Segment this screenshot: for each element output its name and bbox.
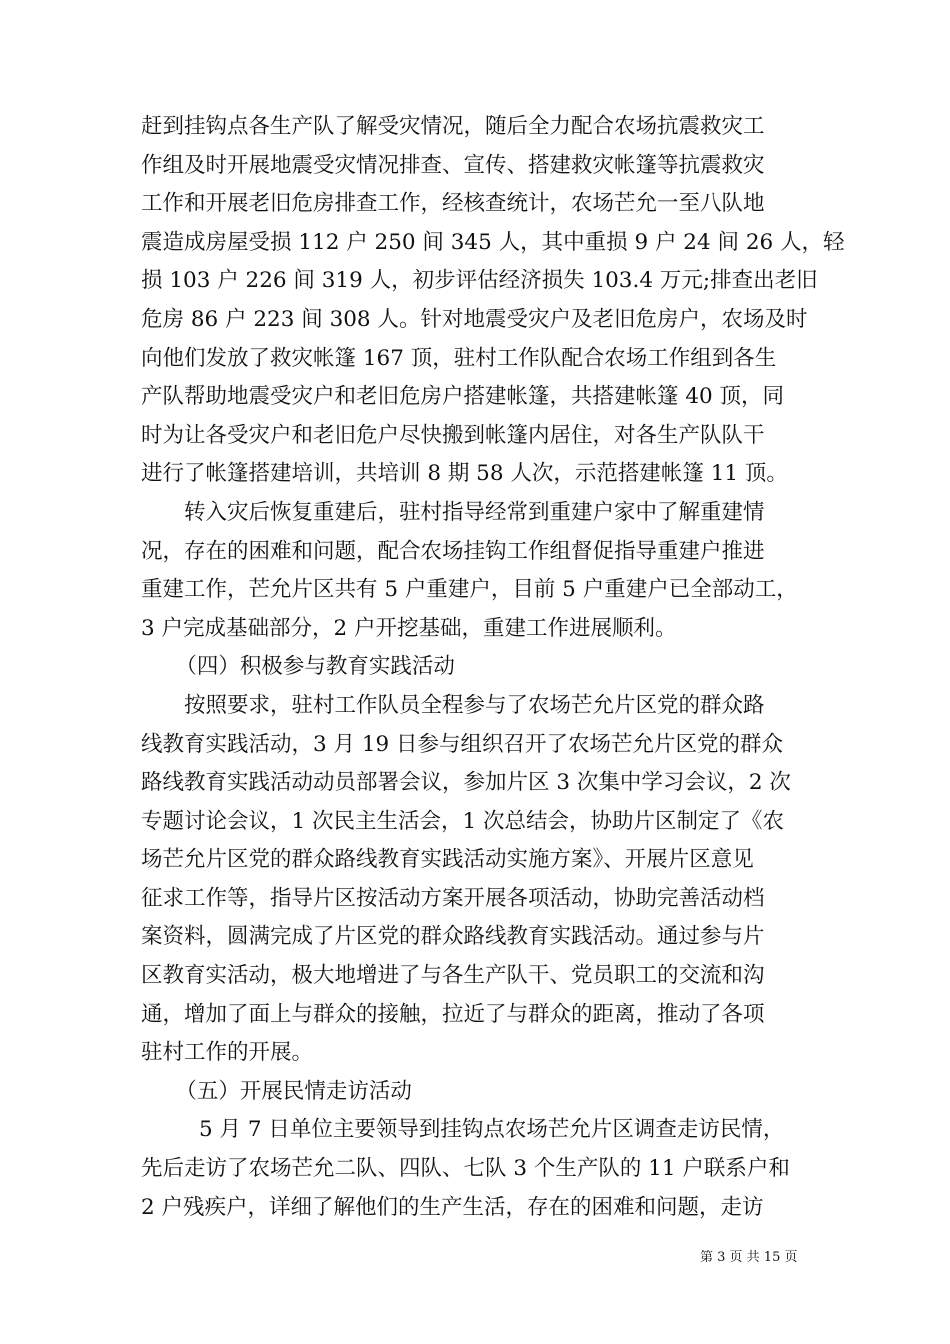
- text-line: 转入灾后恢复重建后，驻村指导经常到重建户家中了解重建情: [184, 499, 765, 525]
- text-line: 5 月 7 日单位主要领导到挂钩点农场芒允片区调查走访民情，: [199, 1117, 785, 1143]
- text-line: 按照要求，驻村工作队员全程参与了农场芒允片区党的群众路: [184, 692, 765, 718]
- text-line: （五）开展民情走访活动: [175, 1078, 412, 1104]
- text-line: 产队帮助地震受灾户和老旧危房户搭建帐篷，共搭建帐篷 40 顶，同: [141, 384, 785, 410]
- text-line: 驻村工作的开展。: [141, 1040, 314, 1066]
- text-line: 向他们发放了救灾帐篷 167 顶，驻村工作队配合农场工作组到各生: [141, 345, 777, 371]
- text-line: 场芒允片区党的群众路线教育实践活动实施方案》、开展片区意见: [141, 847, 754, 873]
- text-line: 路线教育实践活动动员部署会议，参加片区 3 次集中学习会议，2 次: [141, 770, 791, 796]
- text-line: 震造成房屋受损 112 户 250 间 345 人，其中重损 9 户 24 间 26 人，轻: [141, 229, 845, 255]
- text-line: 重建工作，芒允片区共有 5 户重建户，目前 5 户重建户已全部动工，: [141, 577, 798, 603]
- page-number-footer: 第 3 页 共 15 页: [700, 1250, 798, 1265]
- text-line: 通，增加了面上与群众的接触，拉近了与群众的距离，推动了各项: [141, 1001, 765, 1027]
- text-line: 况，存在的困难和问题，配合农场挂钩工作组督促指导重建户推进: [141, 538, 765, 564]
- text-line: 案资料，圆满完成了片区党的群众路线教育实践活动。通过参与片: [141, 924, 765, 950]
- text-line: （四）积极参与教育实践活动: [175, 654, 455, 680]
- text-line: 损 103 户 226 间 319 人，初步评估经济损失 103.4 万元;排查出老旧: [141, 268, 818, 294]
- text-line: 专题讨论会议，1 次民主生活会，1 次总结会，协助片区制定了《农: [141, 808, 785, 834]
- body-text: [141, 108, 845, 1227]
- text-line: 线教育实践活动，3 月 19 日参与组织召开了农场芒允片区党的群众: [141, 731, 784, 757]
- text-line: 进行了帐篷搭建培训，共培训 8 期 58 人次，示范搭建帐篷 11 顶。: [141, 461, 788, 487]
- text-line: 时为让各受灾户和老旧危户尽快搬到帐篷内居住，对各生产队队干: [141, 422, 765, 448]
- text-line: 先后走访了农场芒允二队、四队、七队 3 个生产队的 11 户联系户和: [141, 1156, 790, 1182]
- text-line: 3 户完成基础部分，2 户开挖基础，重建工作进展顺利。: [141, 615, 677, 641]
- text-line: 作组及时开展地震受灾情况排查、宣传、搭建救灾帐篷等抗震救灾: [141, 152, 765, 178]
- text-line: 危房 86 户 223 间 308 人。针对地震受灾户及老旧危房户，农场及时: [141, 306, 808, 332]
- text-line: 赶到挂钩点各生产队了解受灾情况，随后全力配合农场抗震救灾工: [141, 114, 765, 139]
- text-line: 2 户残疾户，详细了解他们的生产生活，存在的困难和问题，走访: [141, 1194, 764, 1220]
- text-line: 区教育实活动，极大地增进了与各生产队干、党员职工的交流和沟: [141, 963, 765, 989]
- text-line: 工作和开展老旧危房排查工作，经核查统计，农场芒允一至八队地: [141, 191, 765, 217]
- text-line: 征求工作等，指导片区按活动方案开展各项活动，协助完善活动档: [141, 885, 765, 911]
